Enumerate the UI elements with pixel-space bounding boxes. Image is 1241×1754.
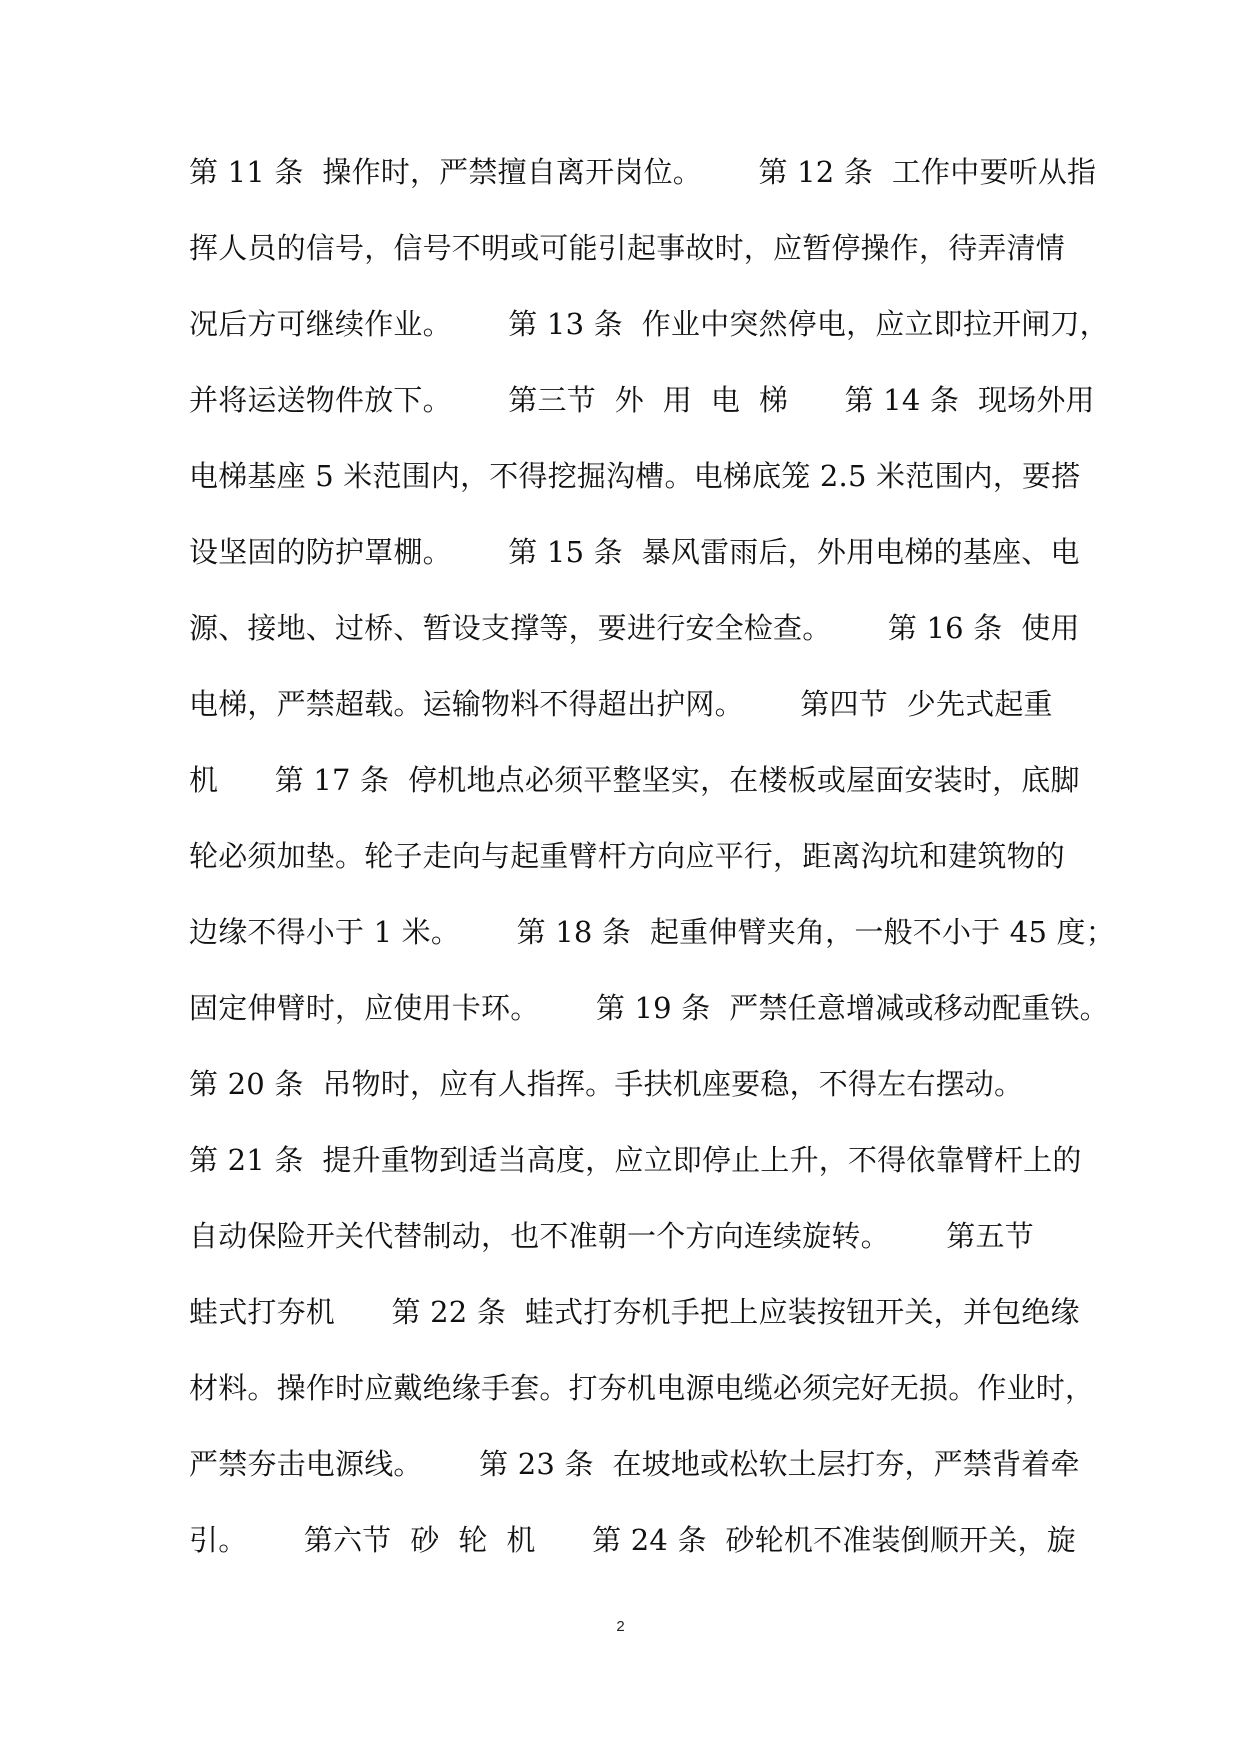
text-line: 引。 第六节 砂 轮 机 第 24 条 砂轮机不准装倒顺开关，旋 <box>189 1523 1076 1557</box>
text-line: 严禁夯击电源线。 第 23 条 在坡地或松软土层打夯，严禁背着牵 <box>189 1447 1080 1481</box>
text-line: 边缘不得小于 1 米。 第 18 条 起重伸臂夹角，一般不小于 45 度； <box>189 915 1115 949</box>
text-line: 第 20 条 吊物时，应有人指挥。手扶机座要稳，不得左右摆动。 <box>189 1067 1024 1101</box>
text-line: 第 11 条 操作时，严禁擅自离开岗位。 第 12 条 工作中要听从指 <box>189 155 1097 189</box>
text-line: 蛙式打夯机 第 22 条 蛙式打夯机手把上应装按钮开关，并包绝缘 <box>189 1295 1080 1329</box>
text-line: 电梯，严禁超载。运输物料不得超出护网。 第四节 少先式起重 <box>189 687 1053 721</box>
text-line: 机 第 17 条 停机地点必须平整坚实，在楼板或屋面安装时，底脚 <box>189 763 1080 797</box>
text-line: 固定伸臂时，应使用卡环。 第 19 条 严禁任意增减或移动配重铁。 <box>189 991 1109 1025</box>
text-line: 况后方可继续作业。 第 13 条 作业中突然停电，应立即拉开闸刀， <box>189 307 1109 341</box>
text-line: 设坚固的防护罩棚。 第 15 条 暴风雷雨后，外用电梯的基座、电 <box>189 535 1080 569</box>
text-line: 材料。操作时应戴绝缘手套。打夯机电源电缆必须完好无损。作业时， <box>189 1371 1095 1405</box>
text-line: 并将运送物件放下。 第三节 外 用 电 梯 第 14 条 现场外用 <box>189 383 1095 417</box>
text-line: 轮必须加垫。轮子走向与起重臂杆方向应平行，距离沟坑和建筑物的 <box>189 839 1066 873</box>
text-line: 电梯基座 5 米范围内，不得挖掘沟槽。电梯底笼 2.5 米范围内，要搭 <box>189 459 1081 493</box>
text-line: 第 21 条 提升重物到适当高度，应立即停止上升，不得依靠臂杆上的 <box>189 1143 1082 1177</box>
page-number: 2 <box>616 1618 625 1635</box>
text-line: 源、接地、过桥、暂设支撑等，要进行安全检查。 第 16 条 使用 <box>189 611 1080 645</box>
text-line: 自动保险开关代替制动，也不准朝一个方向连续旋转。 第五节 <box>189 1219 1034 1253</box>
text-line: 挥人员的信号，信号不明或可能引起事故时，应暂停操作，待弄清情 <box>189 231 1066 265</box>
body-text <box>189 140 1115 1584</box>
